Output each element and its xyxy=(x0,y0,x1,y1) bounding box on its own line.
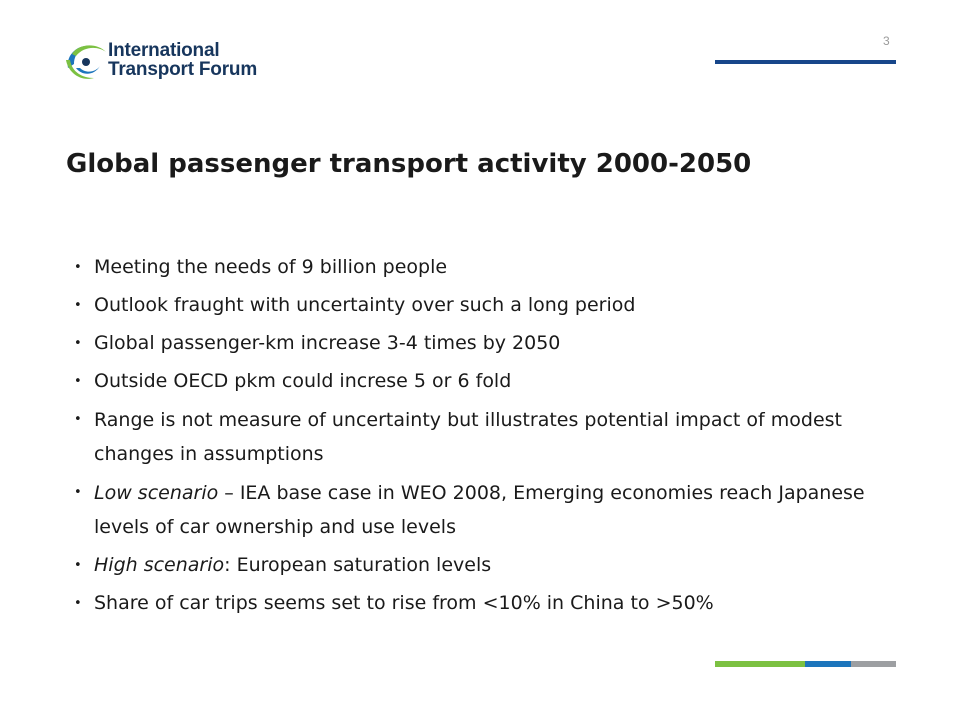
bullet-item xyxy=(74,251,924,284)
bullet-text: – IEA base case in WEO 2008, Emerging economies reach Japanese levels of car ownership and use levels xyxy=(94,482,865,538)
bullet-text: : European saturation levels xyxy=(224,554,492,576)
itf-logo-mark-icon xyxy=(62,38,110,84)
bullet-item xyxy=(74,476,924,544)
bullet-text: Meeting the needs of 9 billion people xyxy=(94,256,448,278)
logo-wordmark xyxy=(108,41,257,79)
bullet-item xyxy=(74,403,924,471)
itf-logo xyxy=(62,38,262,84)
bullet-item xyxy=(74,289,924,322)
footer-bar-blue xyxy=(805,661,851,667)
bullet-list xyxy=(74,251,924,625)
bullet-item xyxy=(74,365,924,398)
bullet-text: Outlook fraught with uncertainty over such a long period xyxy=(94,294,636,316)
bullet-emphasis: High scenario xyxy=(94,554,225,576)
footer-bar-green xyxy=(715,661,805,667)
bullet-item xyxy=(74,549,924,582)
header-rule xyxy=(715,60,896,64)
logo-line-1: International xyxy=(108,40,220,61)
bullet-emphasis: Low scenario xyxy=(94,482,219,504)
bullet-text: Outside OECD pkm could increse 5 or 6 fold xyxy=(94,370,512,392)
bullet-text: Global passenger-km increase 3-4 times by 2050 xyxy=(94,332,561,354)
bullet-item xyxy=(74,327,924,360)
bullet-text: Range is not measure of uncertainty but illustrates potential impact of modest changes in assumptions xyxy=(94,409,842,465)
bullet-item xyxy=(74,587,924,620)
logo-line-2: Transport Forum xyxy=(108,59,258,80)
bullet-text: Share of car trips seems set to rise from <10% in China to >50% xyxy=(94,592,714,614)
page-number: 3 xyxy=(883,34,890,48)
slide-title: Global passenger transport activity 2000-2050 xyxy=(66,149,752,179)
footer-bar-gray xyxy=(851,661,896,667)
